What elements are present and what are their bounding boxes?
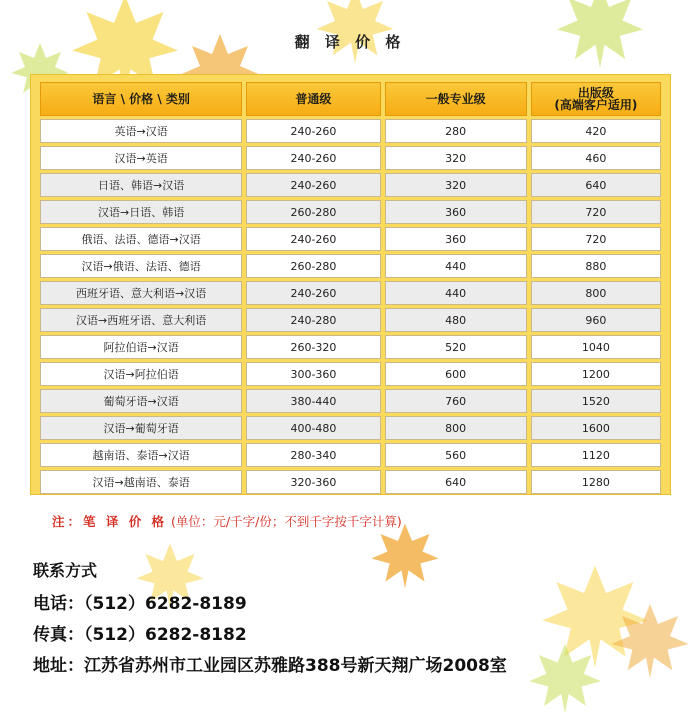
cell-professional: 280 [385, 119, 527, 143]
contact-phone: 电话：（512）6282-8189 [33, 594, 247, 614]
table-header-row [40, 82, 661, 116]
cell-professional: 560 [385, 443, 527, 467]
cell-language: 俄语、法语、德语→汉语 [40, 227, 242, 251]
cell-standard: 380-440 [246, 389, 380, 413]
cell-publication: 1200 [531, 362, 661, 386]
cell-publication: 1520 [531, 389, 661, 413]
contact-fax: 传真：（512）6282-8182 [33, 625, 247, 645]
cell-publication: 1040 [531, 335, 661, 359]
note-label: 注：笔 译 价 格 [52, 514, 168, 529]
price-table-frame [30, 74, 671, 495]
cell-language: 阿拉伯语→汉语 [40, 335, 242, 359]
cell-professional: 800 [385, 416, 527, 440]
cell-professional: 760 [385, 389, 527, 413]
cell-publication: 720 [531, 227, 661, 251]
table-row [40, 416, 661, 440]
cell-professional: 320 [385, 173, 527, 197]
cell-professional: 440 [385, 254, 527, 278]
note-text: (单位：元/千字/份；不到千字按千字计算) [171, 514, 402, 529]
cell-publication: 460 [531, 146, 661, 170]
cell-standard: 240-260 [246, 146, 380, 170]
table-row [40, 281, 661, 305]
cell-professional: 440 [385, 281, 527, 305]
maple-leaf-decoration [370, 520, 440, 590]
cell-professional: 480 [385, 308, 527, 332]
cell-publication: 420 [531, 119, 661, 143]
cell-language: 西班牙语、意大利语→汉语 [40, 281, 242, 305]
cell-standard: 240-260 [246, 119, 380, 143]
header-publication-subtitle: (高端客户适用) [554, 98, 638, 112]
cell-standard: 260-320 [246, 335, 380, 359]
cell-language: 汉语→俄语、法语、德语 [40, 254, 242, 278]
header-professional: 一般专业级 [385, 82, 527, 116]
cell-publication: 800 [531, 281, 661, 305]
cell-standard: 260-280 [246, 254, 380, 278]
cell-language: 汉语→日语、韩语 [40, 200, 242, 224]
cell-language: 英语→汉语 [40, 119, 242, 143]
table-row [40, 362, 661, 386]
header-publication-title: 出版级 [577, 86, 614, 100]
cell-standard: 240-260 [246, 173, 380, 197]
contact-address: 地址：江苏省苏州市工业园区苏雅路388号新天翔广场2008室 [33, 656, 507, 676]
cell-standard: 260-280 [246, 200, 380, 224]
page-title: 翻 译 价 格 [294, 33, 406, 51]
cell-language: 日语、韩语→汉语 [40, 173, 242, 197]
cell-standard: 240-280 [246, 308, 380, 332]
header-standard: 普通级 [246, 82, 380, 116]
cell-standard: 300-360 [246, 362, 380, 386]
table-row [40, 470, 661, 494]
cell-professional: 600 [385, 362, 527, 386]
cell-standard: 240-260 [246, 281, 380, 305]
cell-language: 汉语→西班牙语、意大利语 [40, 308, 242, 332]
cell-language: 汉语→英语 [40, 146, 242, 170]
cell-publication: 1600 [531, 416, 661, 440]
cell-professional: 520 [385, 335, 527, 359]
header-language: 语言 \ 价格 \ 类别 [40, 82, 242, 116]
maple-leaf-decoration [610, 600, 690, 680]
cell-publication: 640 [531, 173, 661, 197]
cell-professional: 640 [385, 470, 527, 494]
table-row [40, 200, 661, 224]
table-row [40, 254, 661, 278]
cell-language: 越南语、泰语→汉语 [40, 443, 242, 467]
table-row [40, 389, 661, 413]
cell-publication: 720 [531, 200, 661, 224]
table-row [40, 227, 661, 251]
price-table [36, 79, 665, 497]
cell-standard: 400-480 [246, 416, 380, 440]
cell-standard: 280-340 [246, 443, 380, 467]
table-row [40, 308, 661, 332]
cell-professional: 360 [385, 227, 527, 251]
table-row [40, 146, 661, 170]
maple-leaf-decoration [520, 640, 610, 715]
cell-language: 汉语→葡萄牙语 [40, 416, 242, 440]
table-row [40, 119, 661, 143]
cell-language: 汉语→阿拉伯语 [40, 362, 242, 386]
table-row [40, 443, 661, 467]
cell-publication: 1120 [531, 443, 661, 467]
cell-professional: 360 [385, 200, 527, 224]
cell-publication: 1280 [531, 470, 661, 494]
cell-standard: 320-360 [246, 470, 380, 494]
cell-language: 汉语→越南语、泰语 [40, 470, 242, 494]
cell-standard: 240-260 [246, 227, 380, 251]
cell-publication: 880 [531, 254, 661, 278]
contact-heading: 联系方式 [33, 561, 98, 580]
cell-publication: 960 [531, 308, 661, 332]
table-row [40, 173, 661, 197]
cell-professional: 320 [385, 146, 527, 170]
header-publication [531, 82, 661, 116]
table-row [40, 335, 661, 359]
cell-language: 葡萄牙语→汉语 [40, 389, 242, 413]
pricing-note [52, 512, 402, 530]
